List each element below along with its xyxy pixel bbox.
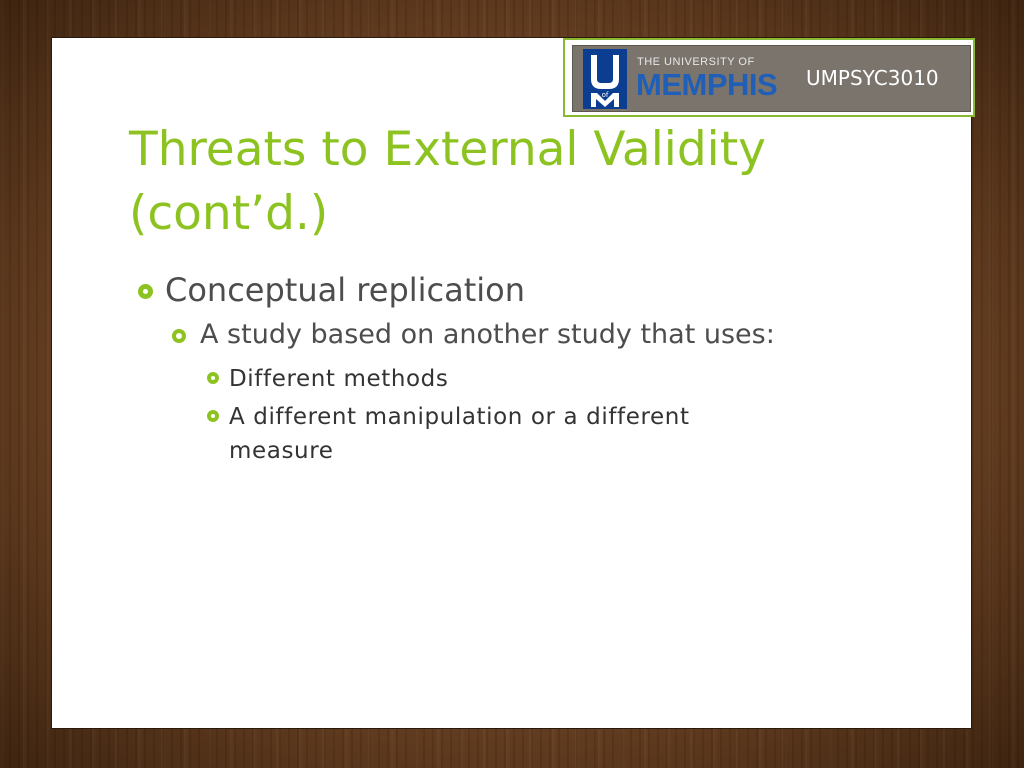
slide-title-line1: Threats to External Validity [129, 122, 766, 177]
bullet-level3 [207, 400, 777, 468]
bullet-level2 [172, 317, 912, 353]
memphis-wordmark: MEMPHIS [636, 67, 778, 102]
ring-bullet-icon [138, 284, 153, 299]
slide-canvas [51, 37, 972, 729]
svg-text:of: of [601, 91, 609, 99]
logo-panel [572, 45, 971, 112]
course-code-label: UMPSYC3010 [806, 66, 939, 90]
slide-title [129, 118, 889, 246]
slide-title-line2: (cont’d.) [129, 186, 329, 241]
bullet-text: A study based on another study that uses: [200, 319, 775, 350]
ring-bullet-icon [207, 372, 219, 384]
ring-bullet-icon [172, 329, 186, 343]
university-of-label: THE UNIVERSITY OF [637, 56, 755, 68]
bullet-text: A different manipulation or a different measure [229, 404, 690, 464]
bullet-text: Conceptual replication [165, 271, 526, 309]
university-logo-banner [563, 38, 975, 117]
bullet-level1 [138, 270, 838, 310]
um-logo-icon [583, 49, 627, 109]
ring-bullet-icon [207, 410, 219, 422]
bullet-level3 [207, 362, 807, 396]
bullet-text: Different methods [229, 366, 449, 392]
